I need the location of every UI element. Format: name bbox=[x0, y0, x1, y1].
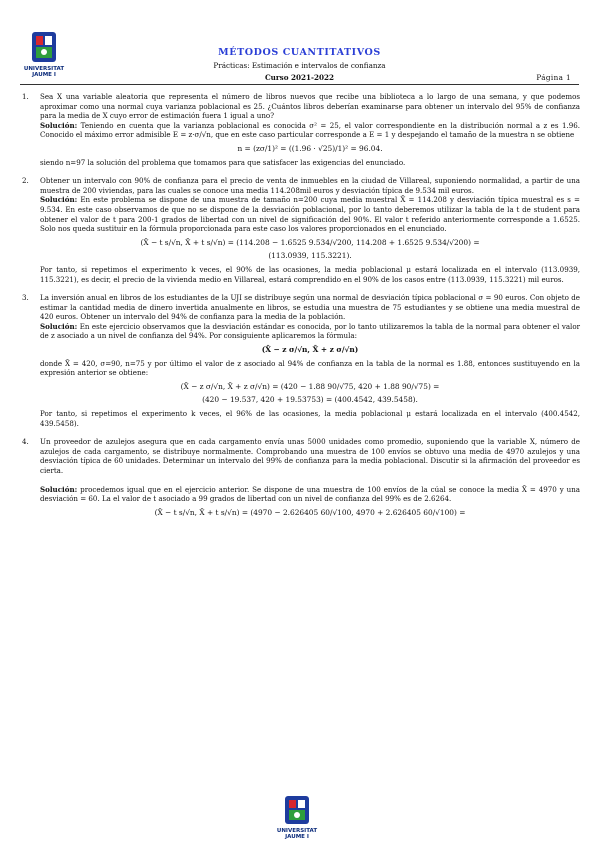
solution-text: procedemos igual que en el ejercicio anterior. Se dispone de una muestra de 100 envíos de la cúal se conoce la media X̄ = 4970 y una desviación = 60. La el valor de t asociado a 99 grados de libertad con un nivel de confianza del 99% es de 2.6264. bbox=[40, 484, 580, 504]
exercise-number: 4. bbox=[22, 437, 29, 447]
solution-middle: donde X̄ = 420, σ=90, n=75 y por último el valor de z asociado al 94% de confianza en la tabla de la normal es 1.88, entonces sustituyendo en la expresión anterior se obtiene: bbox=[40, 358, 580, 378]
exercise-question: La inversión anual en libros de los estudiantes de la UJI se distribuye según una normal de desviación típica poblacional σ = 90 euros. Con objeto de estimar la cantidad media de dinero invertida anualmente en libros, se estudia una muestra de 75 estudiantes y se obtiene una media muestral de 420 euros. Obtener un intervalo del 94% de confianza para la media de la población. bbox=[40, 293, 580, 322]
exercise-1 bbox=[20, 92, 580, 167]
exercise-question: Obtener un intervalo con 90% de confianza para el precio de venta de inmuebles en la ciudad de Villareal, suponiendo normalidad, a partir de una muestra de 200 viviendas, para las cuales se conoce una media 114.208mil euros y desviación típica de 9.534 mil euros. bbox=[40, 176, 580, 195]
logo-text: UNIVERSITAT JAUME I bbox=[276, 828, 318, 840]
practice-subtitle: Prácticas: Estimación e intervalos de confianza bbox=[213, 61, 386, 70]
exercise-number: 2. bbox=[22, 176, 29, 186]
equation: (X̄ − z σ/√n, X̄ + z σ/√n) bbox=[261, 345, 359, 355]
solution-conclusion: siendo n=97 la solución del problema que tomamos para que satisfacer las exigencias del enunciado. bbox=[40, 157, 406, 167]
equation: (X̄ − t s/√n, X̄ + t s/√n) = (4970 − 2.626405 60/√100, 4970 + 2.626405 60/√100) = bbox=[154, 507, 466, 517]
exercise-number: 1. bbox=[22, 92, 29, 101]
solution-conclusion: Por tanto, si repetimos el experimento k veces, el 96% de las ocasiones, la media poblacional μ estará localizada en el intervalo (400.4542, 439.5458). bbox=[40, 409, 580, 428]
exercise-list bbox=[20, 92, 580, 526]
equation: n = (zσ/1)² = ((1.96 · √25)/1)² = 96.04. bbox=[237, 143, 383, 153]
equation: (X̄ − t s/√n, X̄ + t s/√n) = (114.208 − 1.6525 9.534/√200, 114.208 + 1.6525 9.534/√200) = bbox=[140, 237, 480, 247]
equation-substitution: (X̄ − z σ/√n, X̄ + z σ/√n) = (420 − 1.88 90/√75, 420 + 1.88 90/√75) = bbox=[180, 381, 440, 391]
equation-result: (420 − 19.537, 420 + 19.53753) = (400.4542, 439.5458). bbox=[202, 395, 418, 405]
exercise-number: 3. bbox=[22, 293, 29, 303]
exercise-question: Sea X una variable aleatoria que representa el número de libros nuevos que recibe una biblioteca a lo largo de una semana, y que podemos aproximar como una normal cuya varianza poblacional es 25. ¿Cuántos libros deberían examinarse para obtener un intervalo del 95% de confianza para la media de X cuyo error de estimación fuera 1 igual a uno? bbox=[40, 92, 580, 121]
equation-result: (113.0939, 115.3221). bbox=[268, 251, 352, 261]
solution-label: Solución: bbox=[40, 321, 78, 331]
exercise-4 bbox=[20, 437, 580, 517]
exercise-3 bbox=[20, 293, 580, 428]
course-year: Curso 2021-2022 bbox=[264, 73, 335, 82]
exercise-2 bbox=[20, 176, 580, 284]
solution-label: Solución: bbox=[40, 195, 78, 205]
solution-conclusion: Por tanto, si repetimos el experimento k veces, el 90% de las ocasiones, la media poblacional μ estará localizada en el intervalo (113.0939, 115.3221), es decir, el precio de la vivienda medio en Villareal, estará comprendido en el 90% de los casos entre (113.0939, 115.3221) mil euros. bbox=[40, 264, 580, 284]
exercise-question: Un proveedor de azulejos asegura que en cada cargamento envía unas 5000 unidades como promedio, suponiendo que la variable X, número de azulejos de cada cargamento, se distribuye normalmente. Comprobando una muestra de 100 envíos se obtuvo una media de 4970 azulejos y una desviación típica de 60 unidades. Determinar un intervalo del 99% de confianza para la media poblacional. Discutir si la afirmación del proveedor es cierta. bbox=[40, 437, 580, 475]
footer-university-logo bbox=[270, 794, 324, 844]
solution-label: Solución: bbox=[40, 120, 78, 130]
logo-emblem-icon bbox=[270, 794, 324, 828]
solution-text: En este ejercicio observamos que la desviación estándar es conocida, por lo tanto utilizaremos la tabla de la normal para obtener el valor de z asociado a un nivel de confianza del 94%. Por consiguiente aplicaremos la fórmula: bbox=[40, 321, 580, 341]
solution-text: En este problema se dispone de una muestra de tamaño n=200 cuya media muestral X̄ = 114.208 y desviación típica muestral es s = 9.534. En este caso observamos de que no se dispone de la desviación poblacional, por lo tanto deberemos utilizar la tabla de la t de student para obtener el valor de t para 200-1 grados de libertad con un nivel de significación del 90%. El valor t referido anteriormente corresponde a 1.6525. Solo nos queda sustituir en la fórmula proporcionada para este caso los valores proporcionados en el enunciado. bbox=[40, 195, 580, 234]
solution-text: Teniendo en cuenta que la varianza poblacional es conocida σ² = 25, el valor correspondiente en la distribución normal a z es 1.96. Conocido el máximo error admisible E = z·σ/√n, que en este caso particular corresponde a E = 1 y despejando el tamaño de la muestra n se obtiene bbox=[40, 120, 580, 140]
page-number: Página 1 bbox=[536, 73, 571, 82]
solution-label: Solución: bbox=[40, 484, 78, 494]
logo-text: UNIVERSITAT JAUME I bbox=[23, 66, 65, 78]
header-divider bbox=[20, 84, 579, 85]
course-title: MÉTODOS CUANTITATIVOS bbox=[218, 47, 381, 58]
